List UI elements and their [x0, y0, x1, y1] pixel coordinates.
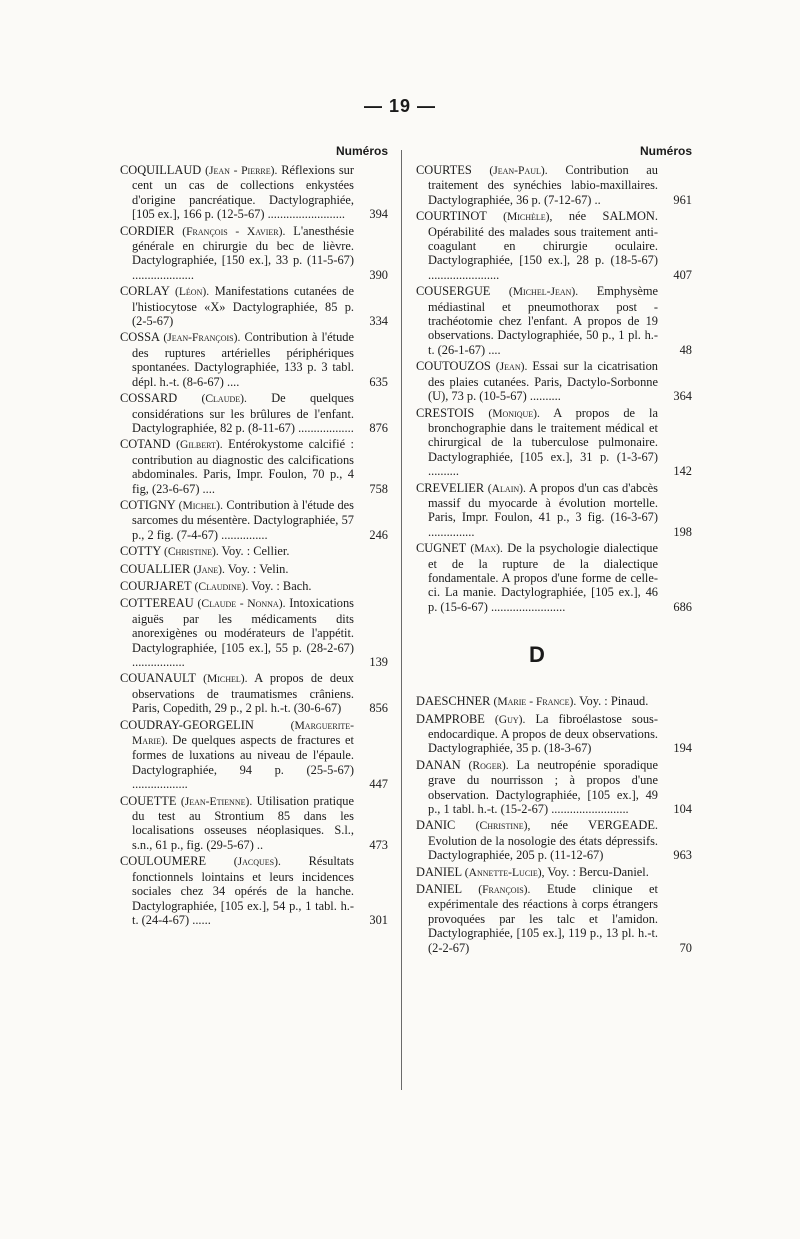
entry-description: Voy. : Cellier.: [221, 544, 290, 559]
author-given-name: (Jean-Paul).: [489, 164, 548, 177]
bibliography-entry: [416, 882, 692, 955]
author-given-name: (Léon).: [174, 285, 210, 299]
author-surname: COUANAULT: [120, 671, 196, 686]
author-surname: CORDIER: [120, 223, 175, 238]
bibliography-entry: [416, 541, 692, 614]
thesis-number: 142: [673, 464, 692, 479]
author-given-name: (Gilbert).: [176, 438, 223, 452]
entry-list: [416, 163, 692, 614]
entry-description: De quelques considérations sur les brûlures de l'enfant. Dactylographiée, 82 p. (8-11-67) ..................: [132, 391, 354, 435]
author-surname: COUDRAY-GEORGELIN: [120, 717, 254, 732]
bibliography-entry: [416, 694, 692, 709]
entry-description: Résultats fonctionnels lointains et leurs incidences sociales chez 34 opérés de la hanche. Dactylographiée, [105 ex.], 54 p., 1 tabl. h.-t. (24-4-67) ......: [132, 854, 354, 927]
thesis-number: 194: [673, 741, 692, 756]
bibliography-entry: [120, 671, 388, 715]
author-surname: DANIEL: [416, 864, 462, 879]
bibliography-entry: [416, 284, 692, 357]
entry-description: Contribution au traitement des synéchies labio-maxillaires. Dactylographiée, 36 p. (7-12-67) ..: [428, 163, 658, 207]
thesis-number: 334: [369, 314, 388, 329]
entry-description: A propos d'un cas d'abcès massif du myocarde à évolution mortelle. Paris, Impr. Foulon, 41 p., 3 fig. (16-3-67) ...............: [428, 480, 658, 539]
author-surname: COSSA: [120, 330, 160, 345]
author-given-name: (Jane).: [193, 562, 225, 576]
thesis-number: 856: [369, 701, 388, 716]
entry-description: A propos de la bronchographie dans le traitement médical et chirurgical de la tuberculose pulmonaire. Dactylographiée, [105 ex.], 31 p. (1-3-67) ..........: [428, 405, 658, 479]
thesis-number: 301: [369, 912, 388, 927]
entry-description: Intoxications aiguës par les médicaments dits anorexigènes ou modérateurs de l'appétit. Dactylographiée, [105 ex.], 55 p. (28-2-67) .................: [132, 596, 354, 669]
author-given-name: (Jean).: [495, 360, 528, 374]
thesis-number: 364: [673, 389, 692, 404]
author-surname: COTIGNY: [120, 497, 176, 512]
thesis-number: 686: [673, 599, 692, 614]
author-given-name: (Michel-Jean).: [508, 285, 579, 299]
entry-description: La neutropénie sporadique grave du nourrisson ; à propos d'une observation. Dactylographiée, [105 ex.], 49 p., 1 tabl. h.-t. (15-2-67) .........................: [428, 757, 658, 817]
entry-list: [416, 694, 692, 955]
entry-description: Contribution à l'étude des sarcomes du mésentère. Dactylographiée, 57 p., 2 fig. (7-4-67) ...............: [132, 497, 354, 542]
bibliography-entry: [416, 818, 692, 862]
author-surname: DAMPROBE: [416, 711, 485, 726]
entry-description: Réflexions sur cent un cas de collections enkystées d'origine pancréatique. Dactylographiée, [105 ex.], 166 p. (12-5-67) .........................: [132, 163, 354, 222]
bibliography-entry: [416, 758, 692, 817]
thesis-number: 635: [369, 374, 388, 389]
page-number: — 19 —: [363, 96, 437, 116]
thesis-number: 390: [369, 267, 388, 282]
thesis-number: 139: [369, 655, 388, 669]
bibliography-entry: [416, 209, 692, 282]
entry-description: Essai sur la cicatrisation des plaies cutanées. Paris, Dactylo-Sorbonne (U), 73 p. (10-5-67) ..........: [428, 359, 658, 404]
thesis-number: 758: [369, 481, 388, 496]
column-header-numeros: Numéros: [335, 144, 388, 158]
thesis-number: 104: [673, 802, 692, 817]
bibliography-entry: [416, 712, 692, 756]
bibliography-entry: [120, 391, 388, 435]
thesis-number: 473: [369, 837, 388, 852]
entry-description: Voy. : Bercu-Daniel.: [547, 864, 649, 879]
author-surname: DANIEL: [416, 882, 462, 897]
entry-description: Utilisation pratique du test au Strontium 85 dans les localisations osseuses néoplasiques. S.l., s.n., 61 p., fig. (29-5-67) ..: [132, 793, 354, 852]
author-given-name: (Marie - France).: [493, 695, 577, 709]
thesis-number: 198: [673, 524, 692, 539]
bibliography-entry: [120, 437, 388, 496]
column-header-numeros: Numéros: [639, 144, 692, 158]
author-surname: DAESCHNER: [416, 694, 491, 709]
author-surname: COSSARD: [120, 391, 178, 406]
author-surname: COUALLIER: [120, 561, 191, 576]
author-given-name: (François - Xavier).: [182, 224, 286, 238]
author-surname: COTAND: [120, 437, 171, 452]
bibliography-entry: [120, 579, 388, 594]
entry-description: Contribution à l'étude des ruptures artérielles périphériques spontanées. Dactylographiée, 133 p. 3 tabl. dépl. h.-t. (8-6-67) ....: [132, 330, 354, 389]
author-surname: COTTY: [120, 544, 161, 559]
thesis-number: 963: [673, 848, 692, 863]
entry-description: L'anesthésie générale en chirurgie du bec de lièvre. Dactylographiée, [150 ex.], 33 p. (11-5-67) ....................: [132, 223, 354, 282]
entry-description: De la psychologie dialectique et de la rupture de la dialectique fondamentale. A propos d'une forme de celle-ci. La manie. Dactylographiée, [105 ex.], 46 p. (15-6-67) ........................: [428, 541, 658, 614]
entry-description: A propos de deux observations de traumatismes crâniens. Paris, Copedith, 29 p., 2 pl. h.-t. (30-6-67): [132, 671, 354, 716]
thesis-number: 447: [369, 777, 388, 792]
thesis-number: 70: [679, 940, 692, 955]
entry-description: Voy. : Bach.: [251, 578, 312, 593]
bibliography-entry: [120, 498, 388, 542]
section-letter-d: D: [529, 642, 545, 668]
author-given-name: (Marguerite-Marie).: [132, 718, 354, 748]
author-surname: COUTOUZOS: [416, 359, 491, 374]
author-given-name: (Christine),: [475, 819, 531, 833]
bibliography-entry: [416, 865, 692, 880]
thesis-number: 961: [673, 192, 692, 207]
author-given-name: (Michèle),: [503, 210, 553, 224]
thesis-number: 246: [369, 527, 388, 542]
author-given-name: (Michel).: [178, 498, 224, 512]
author-surname: COURTINOT: [416, 209, 487, 224]
author-given-name: (Annette-Lucie),: [464, 865, 545, 879]
author-given-name: (Jacques).: [233, 855, 281, 869]
author-given-name: (Claude - Nonna).: [197, 597, 286, 611]
thesis-number: 48: [679, 342, 692, 357]
thesis-number: 407: [673, 267, 692, 282]
author-given-name: (Michel).: [203, 672, 248, 686]
author-surname: DANAN: [416, 757, 461, 772]
author-surname: COUSERGUE: [416, 284, 491, 299]
entry-description: Entérokystome calcifié : contribution au diagnostic des calcifications abdominales. Paris, Impr. Foulon, 70 p., 4 fig, (23-6-67) ....: [132, 437, 354, 496]
entry-description: Voy. : Velin.: [227, 561, 289, 576]
entry-description: Manifestations cutanées de l'histiocytose «X» Dactylographiée, 85 p. (2-5-67): [132, 284, 354, 329]
entry-description: Voy. : Pinaud.: [579, 694, 649, 709]
entry-description: née VERGEADE. Evolution de la nosologie des états dépressifs. Dactylographiée, 205 p. (11-12-67): [428, 818, 658, 863]
entry-list: [120, 163, 388, 927]
author-given-name: (Claude).: [201, 392, 247, 406]
bibliography-entry: [120, 718, 388, 792]
author-surname: COUETTE: [120, 793, 177, 808]
bibliography-entry: [120, 163, 388, 222]
bibliography-entry: [120, 794, 388, 853]
entry-description: Emphysème médiastinal et pneumothorax post - trachéotomie chez l'enfant. A propos de 19 observations. Dactylographiée, 50 p., 1 pl. h.-t. (26-1-67) ....: [428, 284, 658, 357]
entry-description: De quelques aspects de fractures et formes de luxations au niveau de l'épaule. Dactylographiée, 94 p. (25-5-67) ..................: [132, 733, 354, 792]
bibliography-entry: [120, 330, 388, 389]
bibliography-entry: [416, 481, 692, 540]
author-surname: DANIC: [416, 818, 456, 833]
author-given-name: (Alain).: [487, 481, 526, 495]
bibliography-entry: [120, 854, 388, 927]
author-surname: CUGNET: [416, 541, 467, 556]
bibliography-entry: [120, 284, 388, 328]
entry-description: Etude clinique et expérimentale des réactions à corps étrangers provoquées par les talc et l'amidon. Dactylographiée, [105 ex.], 119 p., 13 pl. h.-t. (2-2-67): [428, 882, 658, 955]
author-given-name: (François).: [478, 883, 531, 897]
author-given-name: (Claudine).: [194, 579, 249, 593]
thesis-number: 876: [369, 420, 388, 435]
author-given-name: (Jean-Etienne).: [180, 794, 253, 808]
author-given-name: (Christine).: [163, 545, 219, 559]
author-given-name: (Jean - Pierre).: [205, 164, 278, 177]
author-surname: COURJARET: [120, 578, 192, 593]
author-surname: CREVELIER: [416, 480, 485, 495]
right-column: [416, 143, 692, 957]
author-surname: COURTES: [416, 163, 472, 177]
left-column: [120, 143, 388, 929]
author-surname: COTTEREAU: [120, 596, 194, 611]
bibliography-entry: [416, 163, 692, 207]
author-surname: COULOUMERE: [120, 854, 207, 869]
author-given-name: (Guy).: [494, 712, 526, 726]
bibliography-entry: [416, 359, 692, 403]
author-surname: COQUILLAUD: [120, 163, 202, 177]
author-surname: CORLAY: [120, 284, 170, 299]
author-given-name: (Max).: [470, 542, 503, 556]
author-given-name: (Monique).: [488, 406, 540, 420]
author-given-name: (Jean-François).: [163, 331, 241, 345]
bibliography-entry: [416, 406, 692, 479]
bibliography-entry: [120, 224, 388, 283]
column-divider: [401, 150, 402, 1090]
bibliography-entry: [120, 596, 388, 669]
entry-description: La fibroélastose sous-endocardique. A propos de deux observations. Dactylographiée, 35 p. (18-3-67): [428, 711, 658, 756]
thesis-number: 394: [369, 207, 388, 222]
bibliography-entry: [120, 544, 388, 559]
author-given-name: (Roger).: [468, 758, 509, 772]
bibliography-entry: [120, 562, 388, 577]
entry-description: née SALMON. Opérabilité des malades sous traitement anti-coagulant en chirurgie oculaire. Dactylographiée, [150 ex.], 28 p. (18-5-67) .......................: [428, 209, 658, 282]
author-surname: CRESTOIS: [416, 405, 475, 420]
